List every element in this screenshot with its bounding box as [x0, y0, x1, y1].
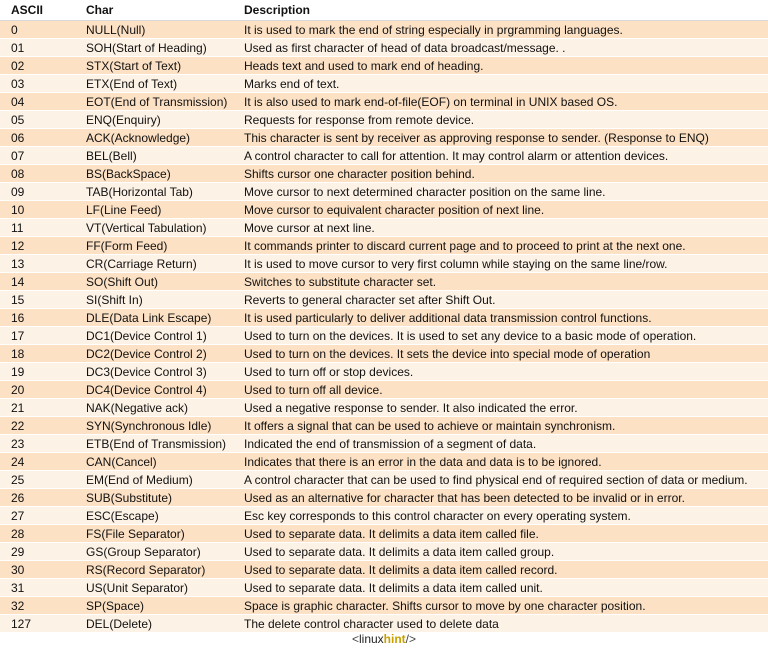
cell-ascii: 15 [0, 291, 80, 309]
table-row [0, 399, 768, 417]
cell-char: EM(End of Medium) [80, 471, 238, 489]
table-row [0, 489, 768, 507]
cell-description: Used to separate data. It delimits a data item called group. [238, 543, 768, 561]
cell-char: ACK(Acknowledge) [80, 129, 238, 147]
cell-ascii: 0 [0, 21, 80, 39]
cell-char: ENQ(Enquiry) [80, 111, 238, 129]
cell-description: Indicated the end of transmission of a segment of data. [238, 435, 768, 453]
table-row [0, 219, 768, 237]
cell-description: It is used to mark the end of string especially in prgramming languages. [238, 21, 768, 39]
cell-char: VT(Vertical Tabulation) [80, 219, 238, 237]
cell-description: Used to turn on the devices. It is used to set any device to a basic mode of operation. [238, 327, 768, 345]
cell-ascii: 12 [0, 237, 80, 255]
cell-ascii: 02 [0, 57, 80, 75]
cell-char: CR(Carriage Return) [80, 255, 238, 273]
cell-description: Used as an alternative for character that has been detected to be invalid or in error. [238, 489, 768, 507]
cell-ascii: 13 [0, 255, 80, 273]
cell-char: DLE(Data Link Escape) [80, 309, 238, 327]
table-row [0, 507, 768, 525]
cell-char: BEL(Bell) [80, 147, 238, 165]
cell-char: EOT(End of Transmission) [80, 93, 238, 111]
cell-char: DEL(Delete) [80, 615, 238, 633]
cell-ascii: 29 [0, 543, 80, 561]
table-row [0, 435, 768, 453]
table-row [0, 363, 768, 381]
table-row [0, 147, 768, 165]
cell-ascii: 20 [0, 381, 80, 399]
cell-ascii: 22 [0, 417, 80, 435]
cell-ascii: 07 [0, 147, 80, 165]
cell-ascii: 09 [0, 183, 80, 201]
cell-char: FS(File Separator) [80, 525, 238, 543]
cell-ascii: 18 [0, 345, 80, 363]
cell-char: NAK(Negative ack) [80, 399, 238, 417]
cell-char: SUB(Substitute) [80, 489, 238, 507]
table-row [0, 183, 768, 201]
cell-description: Switches to substitute character set. [238, 273, 768, 291]
table-row [0, 255, 768, 273]
cell-description: Space is graphic character. Shifts cursor to move by one character position. [238, 597, 768, 615]
cell-ascii: 127 [0, 615, 80, 633]
cell-description: It commands printer to discard current page and to proceed to print at the next one. [238, 237, 768, 255]
cell-char: SOH(Start of Heading) [80, 39, 238, 57]
cell-ascii: 31 [0, 579, 80, 597]
cell-description: Indicates that there is an error in the data and data is to be ignored. [238, 453, 768, 471]
cell-char: TAB(Horizontal Tab) [80, 183, 238, 201]
cell-ascii: 03 [0, 75, 80, 93]
cell-ascii: 11 [0, 219, 80, 237]
cell-ascii: 25 [0, 471, 80, 489]
table-row [0, 561, 768, 579]
cell-description: It is used particularly to deliver additional data transmission control functions. [238, 309, 768, 327]
table-row [0, 273, 768, 291]
cell-description: A control character that can be used to find physical end of required section of data or medium. [238, 471, 768, 489]
cell-char: BS(BackSpace) [80, 165, 238, 183]
table-row [0, 579, 768, 597]
cell-description: Used to separate data. It delimits a data item called file. [238, 525, 768, 543]
cell-ascii: 24 [0, 453, 80, 471]
logo-text-hint: hint [383, 632, 406, 646]
cell-description: The delete control character used to delete data [238, 615, 768, 633]
cell-ascii: 30 [0, 561, 80, 579]
table-header-row [0, 0, 768, 21]
table-row [0, 129, 768, 147]
cell-description: A control character to call for attention. It may control alarm or attention devices. [238, 147, 768, 165]
table-row [0, 111, 768, 129]
cell-ascii: 04 [0, 93, 80, 111]
table-row [0, 93, 768, 111]
cell-description: Used to turn on the devices. It sets the device into special mode of operation [238, 345, 768, 363]
cell-ascii: 06 [0, 129, 80, 147]
table-row [0, 525, 768, 543]
cell-ascii: 05 [0, 111, 80, 129]
cell-description: Used to separate data. It delimits a data item called record. [238, 561, 768, 579]
cell-ascii: 23 [0, 435, 80, 453]
cell-description: It offers a signal that can be used to achieve or maintain synchronism. [238, 417, 768, 435]
table-row [0, 201, 768, 219]
cell-description: It is also used to mark end-of-file(EOF) on terminal in UNIX based OS. [238, 93, 768, 111]
cell-ascii: 10 [0, 201, 80, 219]
table-row [0, 75, 768, 93]
table-row [0, 309, 768, 327]
header-description: Description [238, 0, 768, 21]
cell-description: It is used to move cursor to very first column while staying on the same line/row. [238, 255, 768, 273]
cell-ascii: 19 [0, 363, 80, 381]
table-row [0, 543, 768, 561]
cell-char: DC1(Device Control 1) [80, 327, 238, 345]
cell-ascii: 32 [0, 597, 80, 615]
table-row [0, 21, 768, 39]
cell-char: SI(Shift In) [80, 291, 238, 309]
table-row [0, 345, 768, 363]
cell-char: CAN(Cancel) [80, 453, 238, 471]
cell-char: US(Unit Separator) [80, 579, 238, 597]
cell-description: Used to turn off or stop devices. [238, 363, 768, 381]
cell-char: DC3(Device Control 3) [80, 363, 238, 381]
cell-char: DC4(Device Control 4) [80, 381, 238, 399]
cell-char: GS(Group Separator) [80, 543, 238, 561]
cell-char: RS(Record Separator) [80, 561, 238, 579]
cell-description: Heads text and used to mark end of heading. [238, 57, 768, 75]
table-body [0, 21, 768, 633]
cell-description: Move cursor to next determined character position on the same line. [238, 183, 768, 201]
cell-ascii: 28 [0, 525, 80, 543]
table-row [0, 471, 768, 489]
cell-description: Used to turn off all device. [238, 381, 768, 399]
cell-description: Reverts to general character set after Shift Out. [238, 291, 768, 309]
table-row [0, 165, 768, 183]
cell-ascii: 17 [0, 327, 80, 345]
table-row [0, 237, 768, 255]
table-row [0, 39, 768, 57]
table-row [0, 291, 768, 309]
logo-bracket-close: /> [405, 632, 417, 646]
cell-char: DC2(Device Control 2) [80, 345, 238, 363]
cell-char: STX(Start of Text) [80, 57, 238, 75]
cell-description: Move cursor to equivalent character position of next line. [238, 201, 768, 219]
cell-description: Marks end of text. [238, 75, 768, 93]
cell-char: SP(Space) [80, 597, 238, 615]
cell-ascii: 08 [0, 165, 80, 183]
cell-char: ETX(End of Text) [80, 75, 238, 93]
cell-description: Used to separate data. It delimits a data item called unit. [238, 579, 768, 597]
table-row [0, 417, 768, 435]
cell-description: Used as first character of head of data broadcast/message. . [238, 39, 768, 57]
cell-char: SO(Shift Out) [80, 273, 238, 291]
cell-char: ETB(End of Transmission) [80, 435, 238, 453]
table-row [0, 615, 768, 633]
cell-description: Requests for response from remote device. [238, 111, 768, 129]
cell-char: FF(Form Feed) [80, 237, 238, 255]
cell-char: ESC(Escape) [80, 507, 238, 525]
cell-ascii: 27 [0, 507, 80, 525]
table-row [0, 327, 768, 345]
cell-description: Move cursor at next line. [238, 219, 768, 237]
header-ascii: ASCII [0, 0, 80, 21]
table-row [0, 381, 768, 399]
table-row [0, 57, 768, 75]
linuxhint-logo [0, 631, 768, 648]
cell-ascii: 14 [0, 273, 80, 291]
cell-char: SYN(Synchronous Idle) [80, 417, 238, 435]
table-row [0, 453, 768, 471]
cell-description: This character is sent by receiver as approving response to sender. (Response to ENQ) [238, 129, 768, 147]
cell-ascii: 16 [0, 309, 80, 327]
header-char: Char [80, 0, 238, 21]
logo-bracket-open: < [351, 632, 359, 646]
logo-text-linux: linux [358, 632, 384, 646]
cell-description: Used a negative response to sender. It also indicated the error. [238, 399, 768, 417]
table-row [0, 597, 768, 615]
cell-char: LF(Line Feed) [80, 201, 238, 219]
cell-ascii: 01 [0, 39, 80, 57]
cell-description: Esc key corresponds to this control character on every operating system. [238, 507, 768, 525]
cell-description: Shifts cursor one character position behind. [238, 165, 768, 183]
cell-char: NULL(Null) [80, 21, 238, 39]
cell-ascii: 21 [0, 399, 80, 417]
cell-ascii: 26 [0, 489, 80, 507]
